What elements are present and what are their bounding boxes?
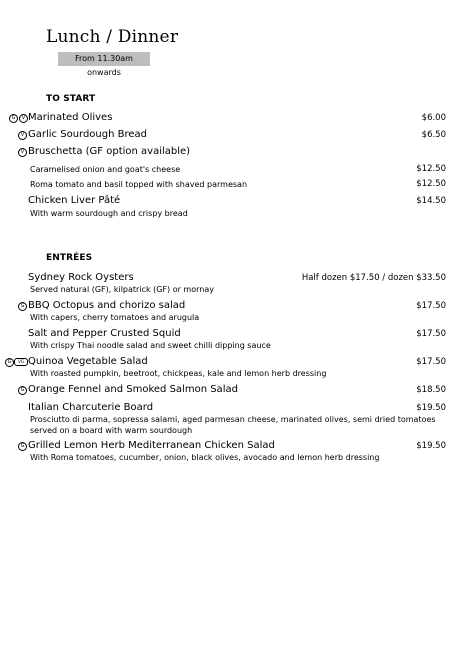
item-price: $12.50 — [416, 164, 446, 174]
item-price: $17.50 — [416, 357, 446, 367]
item-price: $17.50 — [416, 329, 446, 339]
item-name: Grilled Lemon Herb Mediterranean Chicken Salad — [28, 440, 275, 451]
item-name: Salt and Pepper Crusted Squid — [28, 328, 181, 339]
gluten-free-icon: G — [18, 442, 27, 451]
gluten-free-icon: G — [18, 302, 27, 311]
item-name: Marinated Olives — [28, 112, 113, 123]
section-heading-to-start: TO START — [46, 94, 96, 104]
item-price: Half dozen $17.50 / dozen $33.50 — [301, 273, 446, 283]
item-name: Sydney Rock Oysters — [28, 272, 134, 283]
item-desc: Served natural (GF), kilpatrick (GF) or mornay — [30, 285, 214, 294]
item-price: $12.50 — [416, 179, 446, 189]
item-desc: With capers, cherry tomatoes and arugula — [30, 313, 200, 322]
item-price: $19.50 — [416, 403, 446, 413]
item-name: Quinoa Vegetable Salad — [28, 356, 148, 367]
gluten-free-icon: G — [18, 386, 27, 395]
vegetarian-icon: V — [18, 148, 27, 157]
vegan-icon: VG — [14, 358, 28, 366]
served-from-badge: From 11.30am onwards — [58, 52, 150, 66]
menu-title: Lunch / Dinner — [46, 27, 179, 47]
item-price: $6.50 — [421, 130, 446, 140]
section-heading-entrees: ENTRÉES — [46, 253, 93, 263]
item-desc-continued: served on a board with warm sourdough — [30, 426, 193, 435]
item-price: $6.00 — [421, 113, 446, 123]
item-desc: Prosciutto di parma, sopressa salami, aged parmesan cheese, marinated olives, semi dried tomatoes — [30, 415, 436, 424]
item-name: Bruschetta (GF option available) — [28, 146, 191, 157]
item-price: $18.50 — [416, 385, 446, 395]
item-name: Orange Fennel and Smoked Salmon Salad — [28, 384, 238, 395]
item-price: $19.50 — [416, 441, 446, 451]
gluten-free-icon: G — [5, 358, 14, 367]
item-name: Garlic Sourdough Bread — [28, 129, 148, 140]
vegetarian-icon: V — [18, 131, 27, 140]
item-name: Italian Charcuterie Board — [28, 402, 154, 413]
item-desc: With warm sourdough and crispy bread — [30, 209, 188, 218]
item-price: $14.50 — [416, 196, 446, 206]
item-name: Chicken Liver Pâté — [28, 195, 121, 206]
item-desc: With crispy Thai noodle salad and sweet chilli dipping sauce — [30, 341, 271, 350]
item-desc: With Roma tomatoes, cucumber, onion, black olives, avocado and lemon herb dressing — [30, 453, 380, 462]
item-price: $17.50 — [416, 301, 446, 311]
vegetarian-icon: V — [19, 114, 28, 123]
item-desc: Roma tomato and basil topped with shaved parmesan — [30, 180, 248, 189]
item-name: BBQ Octopus and chorizo salad — [28, 300, 186, 311]
item-desc: Caramelised onion and goat's cheese — [30, 165, 181, 174]
gluten-free-icon: G — [9, 114, 18, 123]
item-desc: With roasted pumpkin, beetroot, chickpeas, kale and lemon herb dressing — [30, 369, 327, 378]
